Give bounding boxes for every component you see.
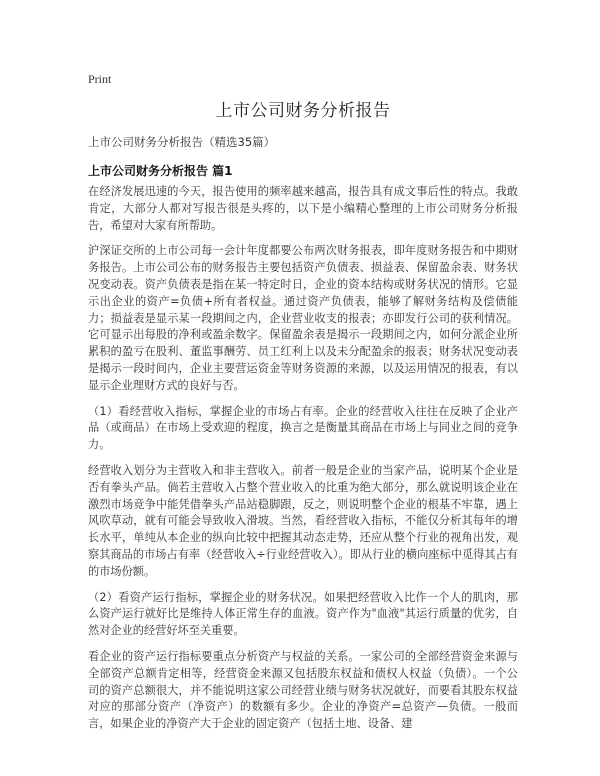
document-subtitle: 上市公司财务分析报告（精选35篇） (88, 135, 276, 149)
paragraph-intro: 在经济发展迅速的今天，报告使用的频率越来越高，报告具有成文事后性的特点。我敢肯定，大部分人都对写报告很是头疼的，以下是小编精心整理的上市公司财务分析报告，希望对大家有所帮助。 (88, 185, 518, 232)
paragraph-asset-equity: 看企业的资产运行指标要重点分析资产与权益的关系。一家公司的全部经营资金来源与全部资产总额肯定相等，经营资金来源又包括股东权益和债权人权益（负债）。一个公司的资产总额很大，并不能说明这家公司经营业绩与财务状况就好，而要看其股东权益对应的那部分资产（净资产）的数额有多少。企业的净资产=总资产—负债。一般而言，如果企业的净资产大于企业的固定资产（包括土地、设备、建 (88, 649, 518, 731)
print-label: Print (88, 72, 112, 86)
section-heading: 上市公司财务分析报告 篇1 (88, 164, 233, 178)
paragraph-revenue-indicator: （1）看经营收入指标，掌握企业的市场占有率。企业的经营收入往往在反映了企业产品（或商品）在市场上受欢迎的程度，换言之是衡量其商品在市场上与同业之间的竞争力。 (88, 404, 518, 452)
paragraph-revenue-breakdown: 经营收入划分为主营收入和非主营收入。前者一般是企业的当家产品，说明某个企业是否有拳头产品。倘若主营收入占整个营业收入的比重为绝大部分，那么就说明该企业在激烈市场竞争中能凭借拳头产品站稳脚跟，反之，则说明整个企业的根基不牢靠，遇上风吹草动，就有可能会导致收入滑坡。当然，看经营收入指标，不能仅分析其每年的增长水平，单纯从本企业的纵向比较中把握其动态走势，还应从整个行业的视角出发，观察其商品的市场占有率（经营收入÷行业经营收入）。即从行业的横向座标中觅得其占有的市场份额。 (88, 463, 518, 578)
document-body (88, 184, 518, 742)
paragraph-financial-reports: 沪深证交所的上市公司每一会计年度都要公布两次财务报表，即年度财务报告和中期财务报告。上市公司公布的财务报告主要包括资产负债表、损益表、保留盈余表、财务状况变动表。资产负债表是指在某一特定时日，企业的资本结构或财务状况的情形。它显示出企业的资产=负债+所有者权益。通过资产负债表，能够了解财务结构及偿债能力；损益表是显示某一段期间之内，企业营业收支的报表；亦即发行公司的获利情况。它可显示出每股的净利或盈余数字。保留盈余表是揭示一段期间之内，如何分派企业所累积的盈亏在股利、董监事酬劳、员工红利上以及未分配盈余的报表；财务状况变动表是揭示一段时间内，企业主要营运资金等财务资源的来源，以及运用情况的报表，有以显示企业理财方式的良好与否。 (88, 244, 518, 392)
document-title: 上市公司财务分析报告 (215, 101, 391, 121)
paragraph-asset-indicator: （2）看资产运行指标，掌握企业的财务状况。如果把经营收入比作一个人的肌肉，那么资产运行就好比是维持人体正常生存的血液。资产作为"血液"其运行质量的优劣，自然对企业的经营好坏至关重要。 (88, 590, 518, 638)
